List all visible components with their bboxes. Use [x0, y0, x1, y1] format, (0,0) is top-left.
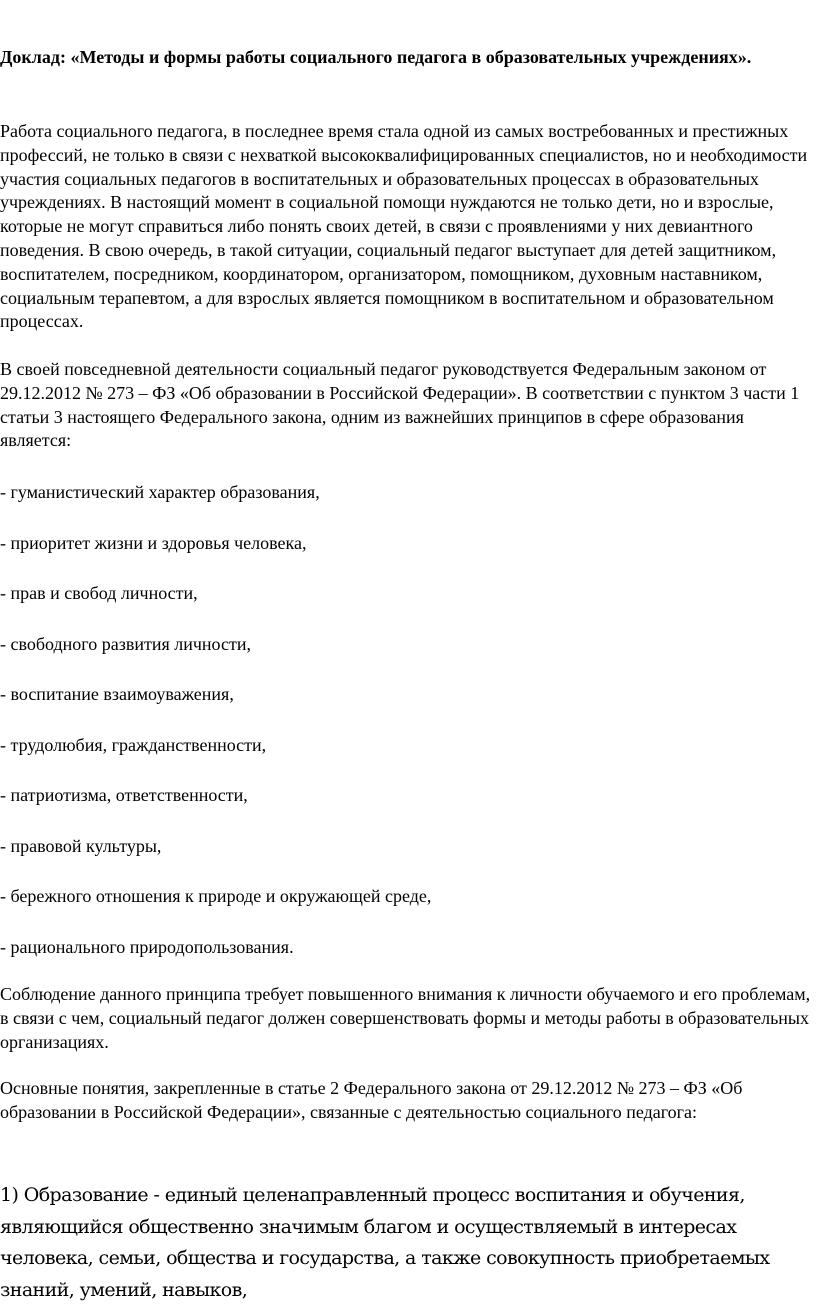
principle-compliance-paragraph: Соблюдение данного принципа требует повышенного внимания к личности обучаемого и его проблемам, в связи с чем, социальный педагог должен совершенствовать формы и методы работы в образовательных организациях. [0, 984, 811, 1052]
list-item: - гуманистический характер образования, [0, 482, 320, 502]
basic-concepts-paragraph: Основные понятия, закрепленные в статье 2 Федерального закона от 29.12.2012 № 273 – ФЗ «Об образовании в Российской Федерации», связанные с деятельностью социального педагога: [0, 1078, 743, 1122]
list-item: - приоритет жизни и здоровья человека, [0, 532, 307, 553]
document-title: Доклад: «Методы и формы работы социального педагога в образовательных учреждениях». [0, 47, 752, 67]
list-item: - трудолюбия, гражданственности, [0, 734, 267, 755]
list-item: - рационального природопользования. [0, 936, 294, 957]
intro-paragraph: Работа социального педагога, в последнее время стала одной из самых востребованных и престижных профессий, не только в связи с нехваткой высококвалифицированных специалистов, но и необходимости участия социальных педагогов в воспитательных и образовательных процессах в образовательных учреждениях. В настоящий момент в социальной помощи нуждаются не только дети, но и взрослые, которые не могут справиться либо понять своих детей, в связи с проявлениями у них девиантного поведения. В свою очередь, в такой ситуации, социальный педагог выступает для детей защитником, воспитателем, посредником, координатором, организатором, помощником, духовным наставником, социальным терапевтом, а для взрослых является помощником в воспитательном и образовательном процессах. [0, 121, 808, 332]
list-item: - бережного отношения к природе и окружающей среде, [0, 886, 432, 906]
list-item: - патриотизма, ответственности, [0, 785, 248, 805]
list-item: - правовой культуры, [0, 835, 162, 856]
list-item: - прав и свобод личности, [0, 583, 198, 603]
principles-list [0, 480, 812, 985]
list-item: - свободного развития личности, [0, 633, 251, 654]
education-definition-paragraph: 1) Образование - единый целенаправленный процесс воспитания и обучения, являющийся общественно значимым благом и осуществляемый в интересах человека, семьи, общества и государства, а также совокупность приобретаемых знаний, умений, навыков, [0, 1184, 770, 1301]
list-item: - воспитание взаимоуважения, [0, 684, 234, 704]
law-paragraph: В своей повседневной деятельности социальный педагог руководствуется Федеральным законом от 29.12.2012 № 273 – ФЗ «Об образовании в Российской Федерации». В соответствии с пунктом 3 части 1 статьи 3 настоящего Федерального закона, одним из важнейших принципов в сфере образования является: [0, 359, 800, 451]
